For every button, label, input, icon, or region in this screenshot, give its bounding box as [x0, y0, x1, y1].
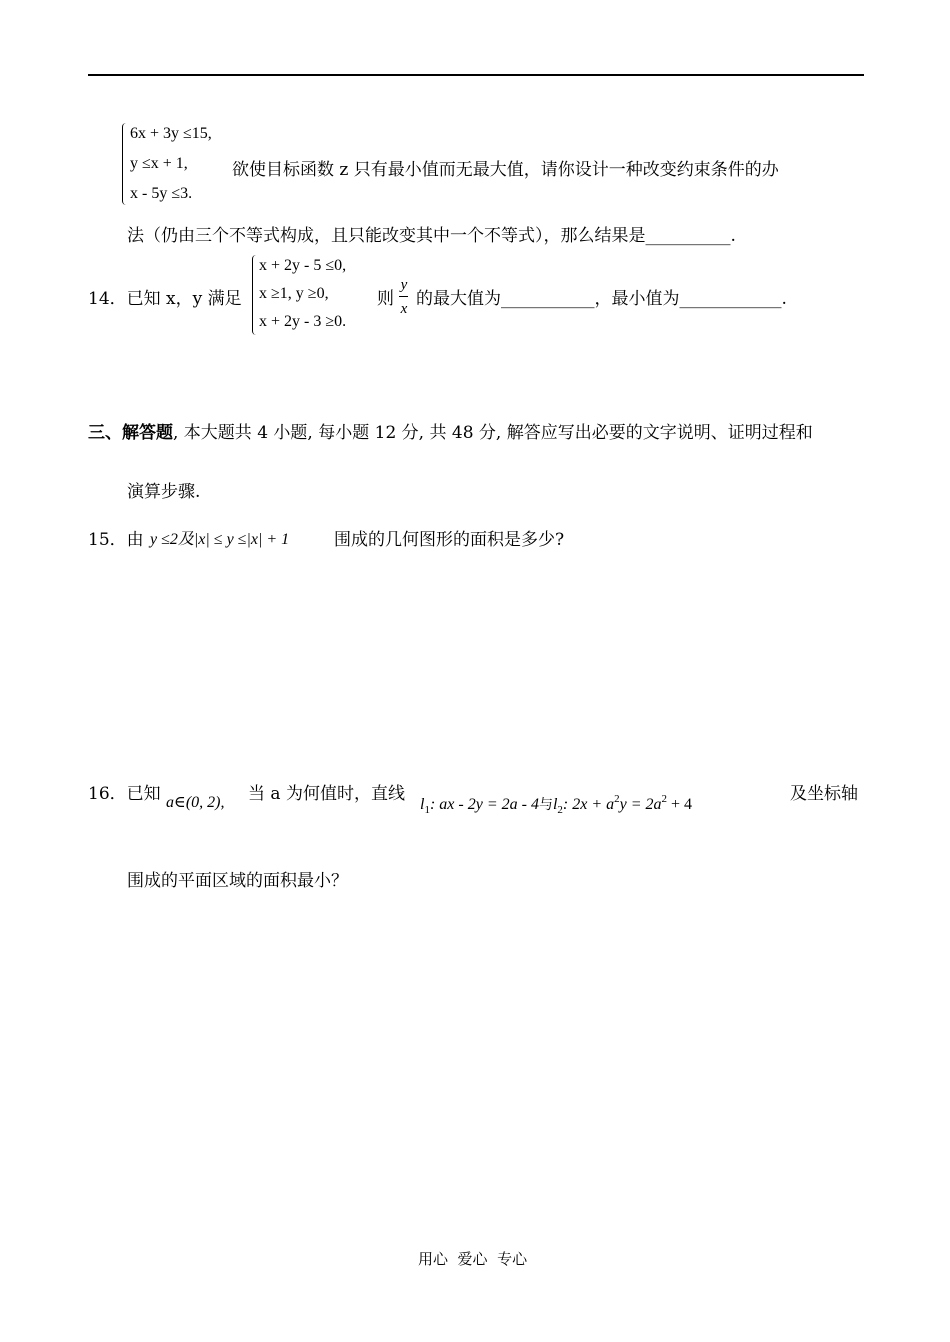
q15-label: 15．由	[88, 530, 144, 550]
header-rule	[88, 74, 864, 76]
q14-fraction-bar	[399, 296, 408, 297]
q14-ze: 则	[377, 289, 394, 309]
section3-line-2: 演算步骤.	[127, 482, 201, 502]
q15-tail: 围成的几何图形的面积是多少?	[334, 530, 565, 550]
q14-tail: 的最大值为___________，最小值为____________.	[416, 289, 787, 309]
q14-fraction-denominator: x	[400, 301, 408, 317]
section3-heading: 三、解答题	[88, 423, 173, 443]
q16-l2-subscript: 2	[557, 804, 563, 816]
q16-eq1: : ax - 2y = 2a - 4	[429, 796, 539, 813]
q14-system-line-1: x + 2y - 5 ≤0,	[259, 257, 347, 274]
q16-line-2: 围成的平面区域的面积最小？	[127, 871, 348, 891]
section3-heading-line	[88, 418, 813, 443]
q16-middle-text: 当 a 为何值时，直线	[248, 784, 405, 804]
q13-text-line-1: 欲使目标函数 z 只有最小值而无最大值，请你设计一种改变约束条件的办	[232, 160, 779, 180]
q16-eq2c: + 4	[667, 796, 693, 813]
q16-eq2b: y = 2a	[619, 796, 662, 813]
q13-brace	[122, 123, 127, 205]
q16-tail: 及坐标轴	[790, 784, 858, 804]
q16-eq2a: : 2x + a	[562, 796, 615, 813]
q16-l1: l	[420, 796, 425, 813]
q13-system-line-3: x - 5y ≤3.	[130, 185, 193, 202]
q16-eq2-sup-1: 2	[614, 793, 620, 805]
q14-system-line-2: x ≥1, y ≥0,	[259, 285, 329, 302]
q13-system-line-2: y ≤x + 1,	[130, 155, 188, 172]
q16-l2: l	[552, 796, 558, 813]
q13-text-line-2: 法（仍由三个不等式构成，且只能改变其中一个不等式），那么结果是__________.	[127, 226, 736, 246]
q13-system-line-1: 6x + 3y ≤15,	[130, 125, 212, 142]
q16-eq2-sup-2: 2	[661, 793, 668, 805]
page-footer: 用心 爱心 专心	[418, 1250, 528, 1268]
q14-label: 14．已知 x，y 满足	[88, 289, 242, 309]
q15-math: y ≤2及|x| ≤ y ≤|x| + 1	[150, 531, 290, 548]
q14-brace	[252, 255, 257, 335]
q16-yu: 与	[538, 798, 553, 813]
q14-system-line-3: x + 2y - 3 ≥0.	[259, 313, 347, 330]
q16-condition: a∈(0, 2),	[166, 794, 225, 811]
q14-fraction-numerator: y	[400, 277, 408, 293]
q16-l1-subscript: 1	[424, 804, 430, 816]
q16-line-equations	[420, 794, 692, 814]
section3-instructions: , 本大题共 4 小题, 每小题 12 分, 共 48 分, 解答应写出必要的文字说明、证明过程和	[173, 423, 813, 443]
q16-label: 16．已知	[88, 784, 161, 804]
